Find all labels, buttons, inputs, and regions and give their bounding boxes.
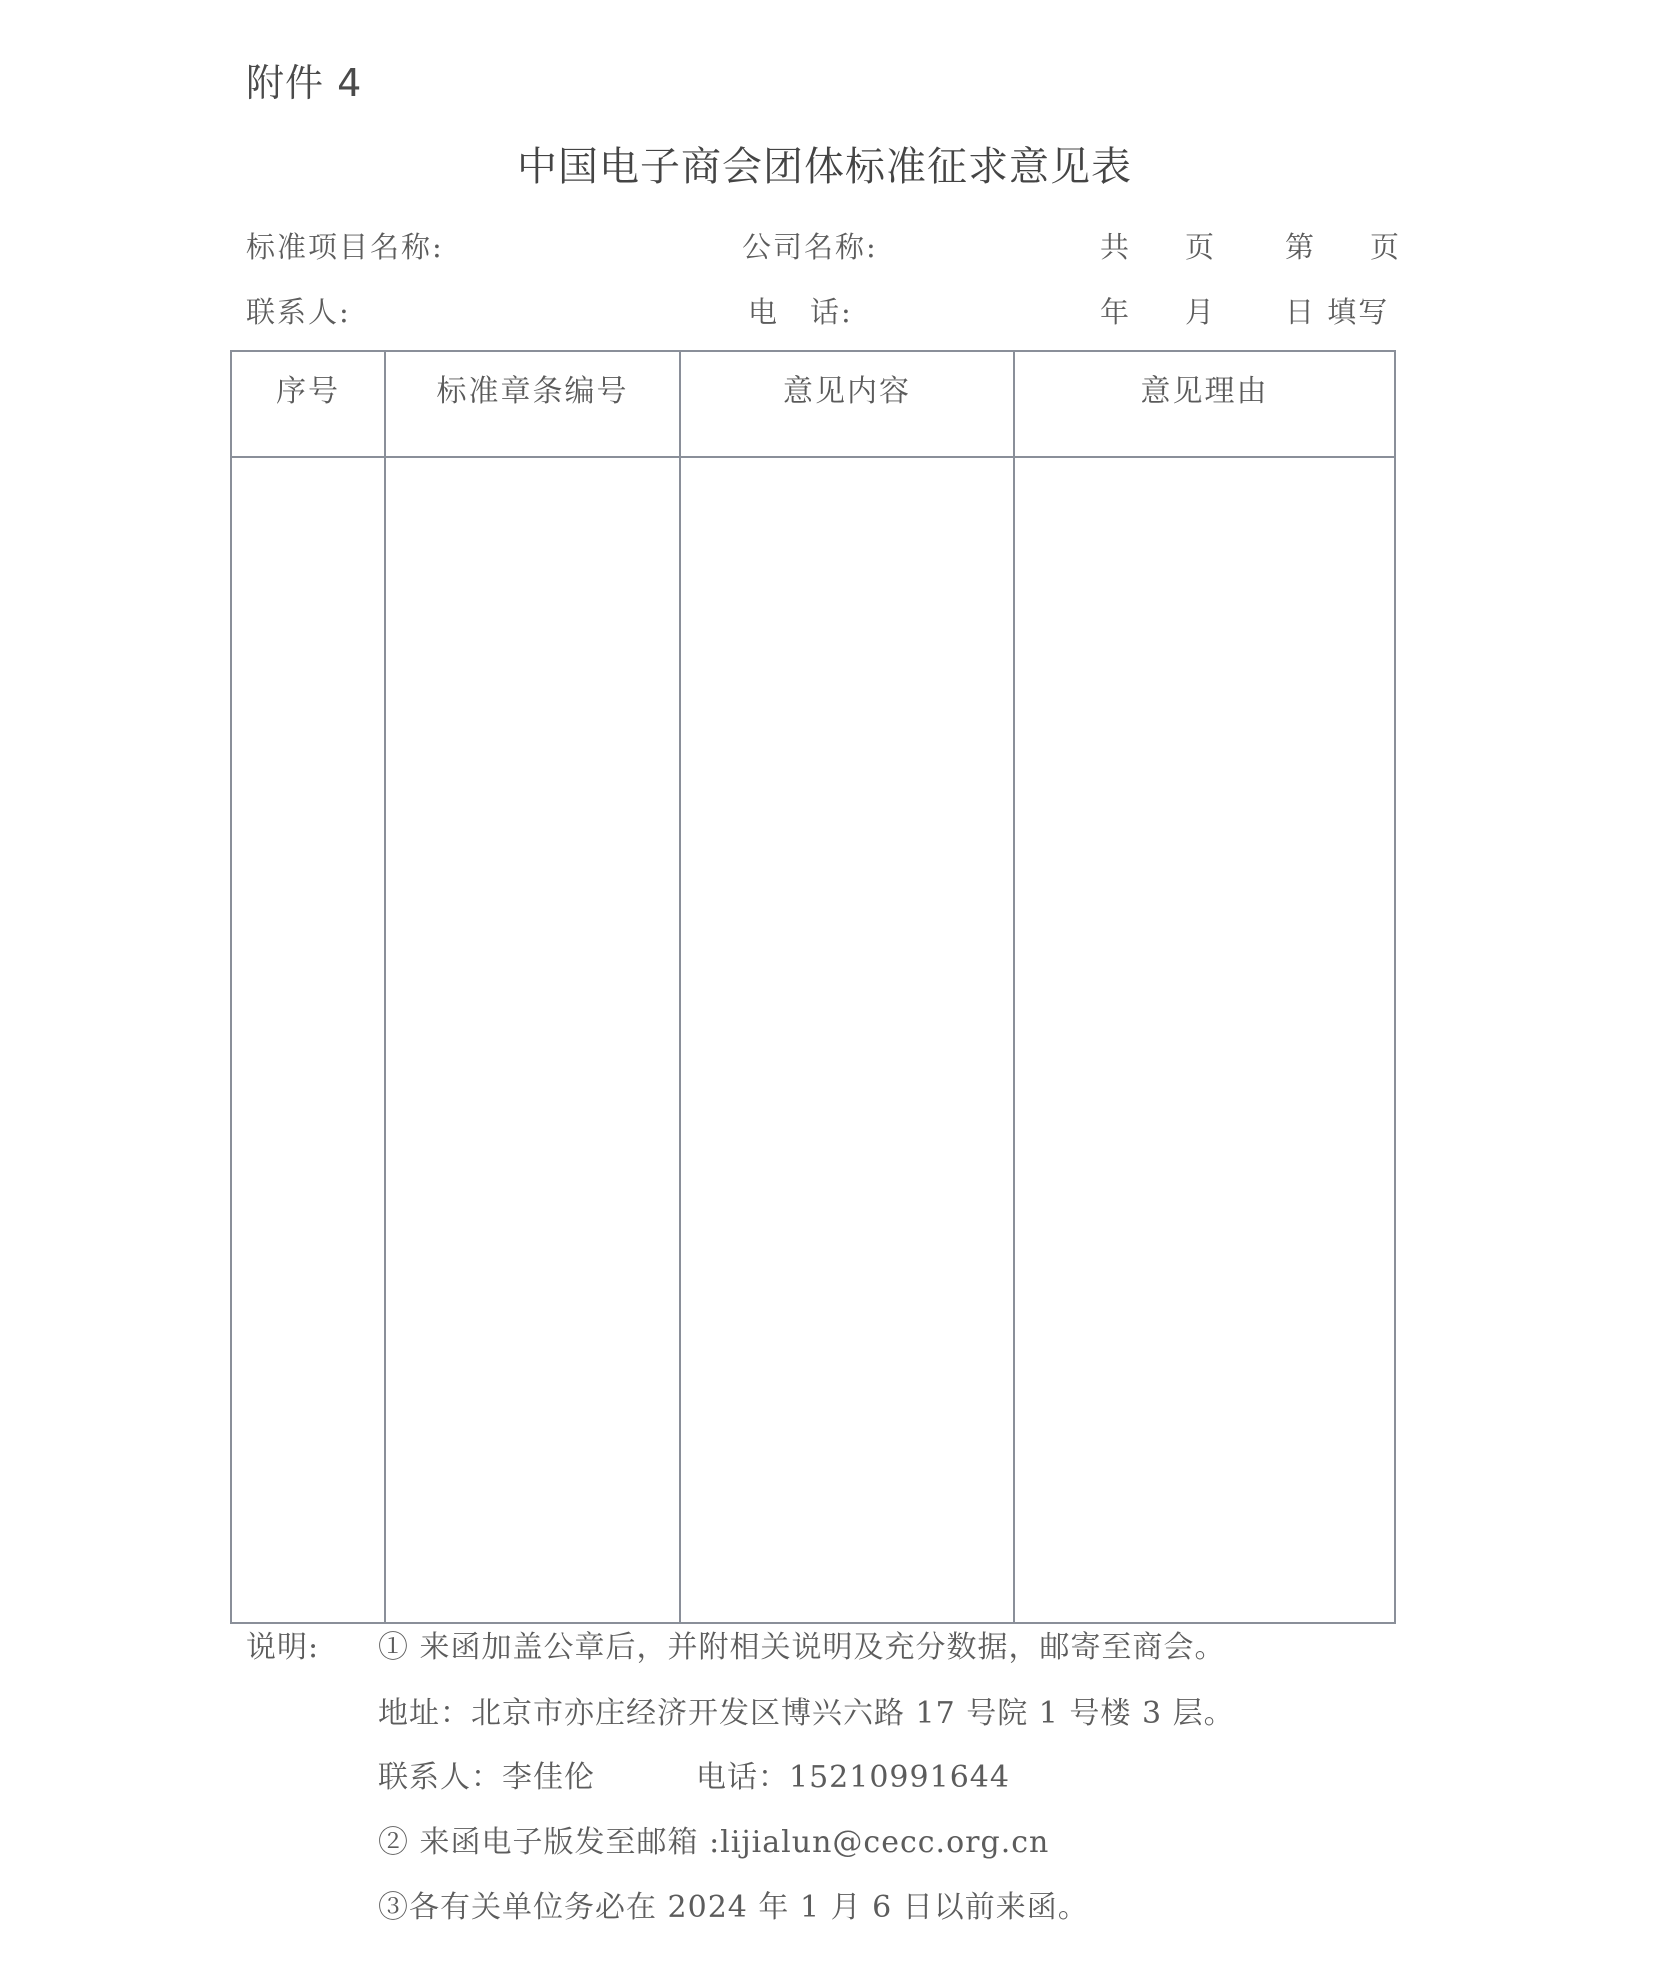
- notes-line-1: ① 来函加盖公章后，并附相关说明及充分数据，邮寄至商会。: [378, 1630, 1226, 1665]
- page-unit-label: 页: [1185, 230, 1217, 264]
- company-name-label: 公司名称:: [742, 230, 878, 264]
- nth-label: 第: [1285, 230, 1317, 264]
- notes-line-5: ③各有关单位务必在 2024 年 1 月 6 日以前来函。: [378, 1890, 1089, 1925]
- column-header-clause: 标准章条编号: [385, 351, 680, 457]
- notes-phone: 电话：15210991644: [696, 1760, 1010, 1795]
- column-header-reason: 意见理由: [1014, 351, 1395, 457]
- reason-cell[interactable]: [1014, 457, 1395, 1623]
- table-header-row: [231, 351, 1395, 457]
- day-fill-label: 日 填写: [1285, 295, 1390, 329]
- table-row: [231, 457, 1395, 1623]
- content-cell[interactable]: [680, 457, 1014, 1623]
- page-unit-label-2: 页: [1370, 230, 1402, 264]
- seq-cell[interactable]: [231, 457, 385, 1623]
- column-header-content: 意见内容: [680, 351, 1014, 457]
- year-label: 年: [1100, 295, 1132, 329]
- project-name-label: 标准项目名称:: [246, 230, 444, 264]
- notes-label: 说明:: [246, 1630, 320, 1665]
- column-header-seq: 序号: [231, 351, 385, 457]
- attachment-label: 附件 4: [246, 61, 363, 105]
- opinion-table: [230, 350, 1396, 1624]
- contact-label: 联系人:: [246, 295, 351, 329]
- phone-label: 电 话:: [748, 295, 853, 329]
- notes-contact: 联系人：李佳伦: [378, 1760, 595, 1795]
- notes-line-2: 地址：北京市亦庄经济开发区博兴六路 17 号院 1 号楼 3 层。: [378, 1696, 1235, 1731]
- clause-cell[interactable]: [385, 457, 680, 1623]
- notes-line-4: ② 来函电子版发至邮箱 :lijialun@cecc.org.cn: [378, 1825, 1050, 1860]
- month-label: 月: [1185, 295, 1217, 329]
- total-label: 共: [1100, 230, 1132, 264]
- form-title: 中国电子商会团体标准征求意见表: [517, 144, 1132, 190]
